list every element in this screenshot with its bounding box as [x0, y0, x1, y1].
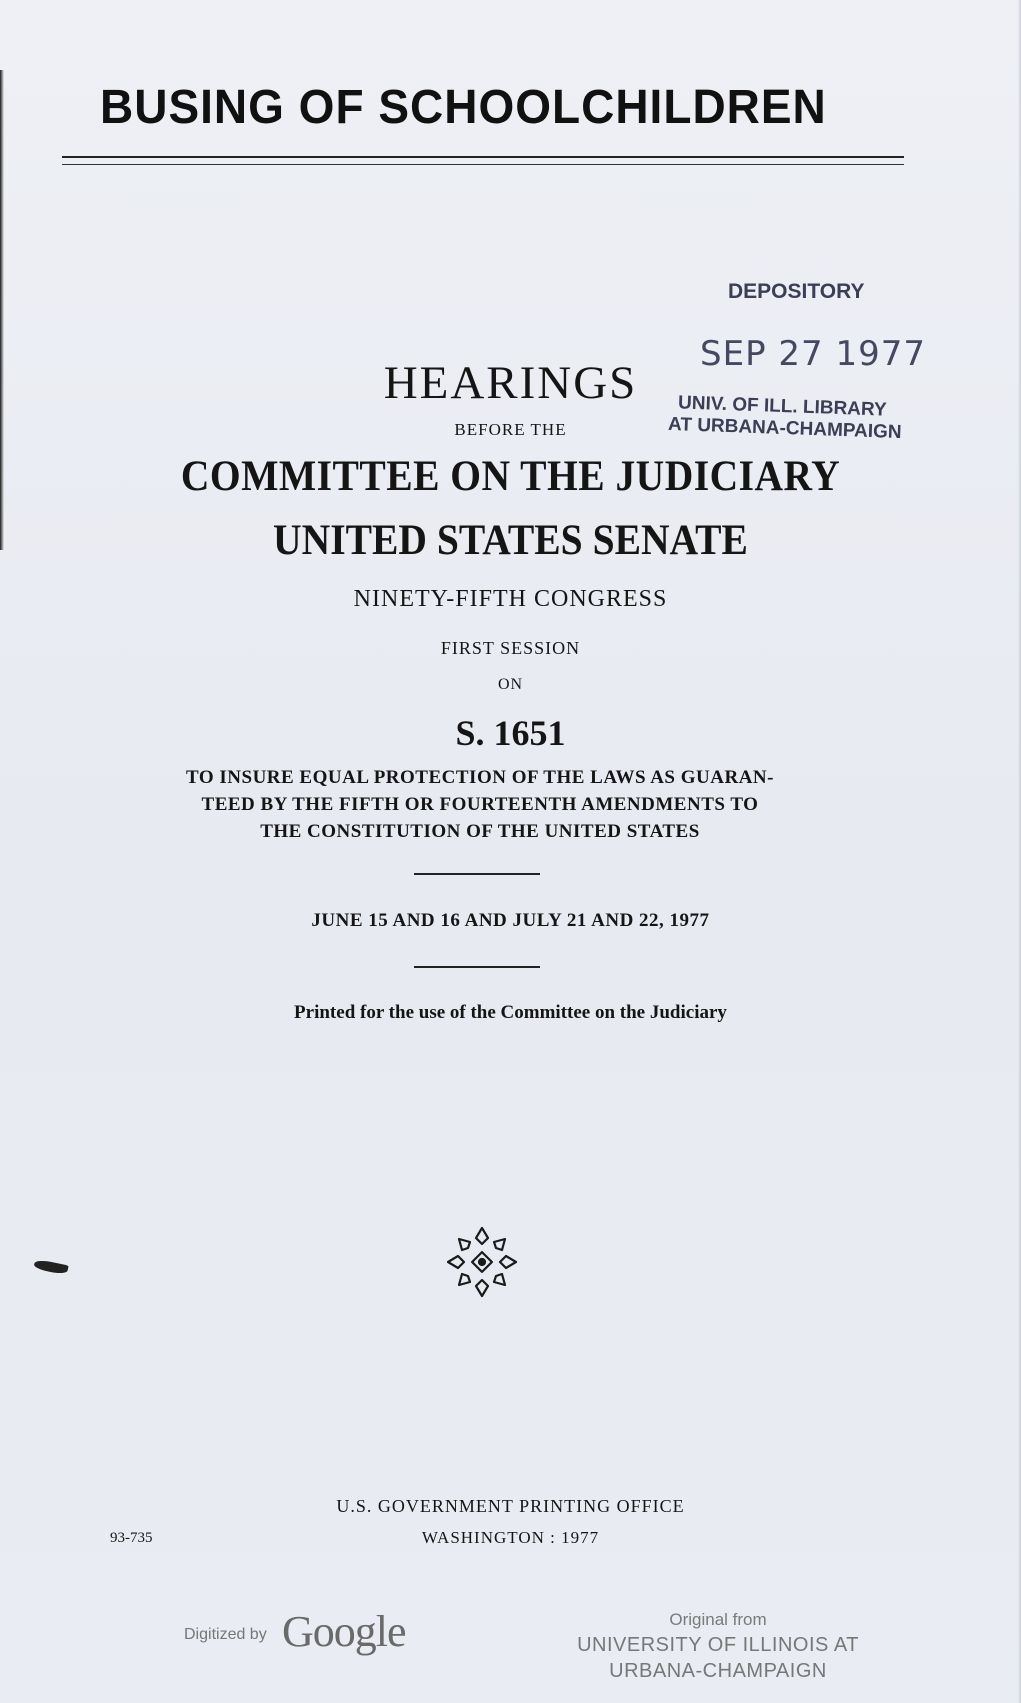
- job-number: 93-735: [110, 1530, 153, 1546]
- bill-number: S. 1651: [455, 713, 566, 753]
- stamp-date: SEP 27 1977: [700, 334, 926, 374]
- session-label: FIRST SESSION: [440, 638, 581, 658]
- section-divider: [414, 873, 540, 875]
- purpose-line: TEED BY THE FIFTH OR FOURTEENTH AMENDMENTS TO: [201, 794, 759, 815]
- publication-place-year: WASHINGTON : 1977: [421, 1528, 600, 1547]
- original-from-label: Original from: [669, 1610, 767, 1629]
- hearings-heading: HEARINGS: [383, 357, 638, 409]
- stamp-library-line1: UNIV. OF ILL. LIBRARY: [677, 392, 887, 421]
- depository-stamp: DEPOSITORY: [728, 280, 865, 303]
- source-university-line1: UNIVERSITY OF ILLINOIS AT: [577, 1634, 859, 1656]
- printers-ornament-icon: [442, 1222, 522, 1302]
- title-rule: [62, 156, 904, 158]
- purpose-line: THE CONSTITUTION OF THE UNITED STATES: [260, 821, 700, 842]
- congress-label: NINETY-FIFTH CONGRESS: [353, 586, 668, 612]
- page-edge-shadow: [0, 70, 4, 550]
- document-title: BUSING OF SCHOOLCHILDREN: [100, 79, 827, 134]
- google-logo: Google: [282, 1607, 406, 1656]
- title-rule-thin: [62, 164, 904, 165]
- ink-smudge: [33, 1259, 68, 1276]
- hearing-dates: JUNE 15 AND 16 AND JULY 21 AND 22, 1977: [311, 910, 710, 931]
- senate-name: UNITED STATES SENATE: [273, 517, 748, 564]
- on-label: ON: [497, 676, 524, 693]
- bill-purpose: [110, 764, 850, 845]
- publisher: U.S. GOVERNMENT PRINTING OFFICE: [336, 1496, 685, 1516]
- section-divider: [414, 966, 540, 968]
- digitized-by-label: Digitized by: [184, 1626, 267, 1643]
- purpose-line: TO INSURE EQUAL PROTECTION OF THE LAWS AS GUARAN-: [186, 767, 774, 788]
- source-university-line2: URBANA-CHAMPAIGN: [609, 1660, 827, 1682]
- committee-name: COMMITTEE ON THE JUDICIARY: [180, 453, 841, 500]
- printed-for-note: Printed for the use of the Committee on the Judiciary: [294, 1002, 727, 1023]
- stamp-library-line2: AT URBANA-CHAMPAIGN: [667, 413, 902, 444]
- before-the-label: BEFORE THE: [454, 420, 567, 439]
